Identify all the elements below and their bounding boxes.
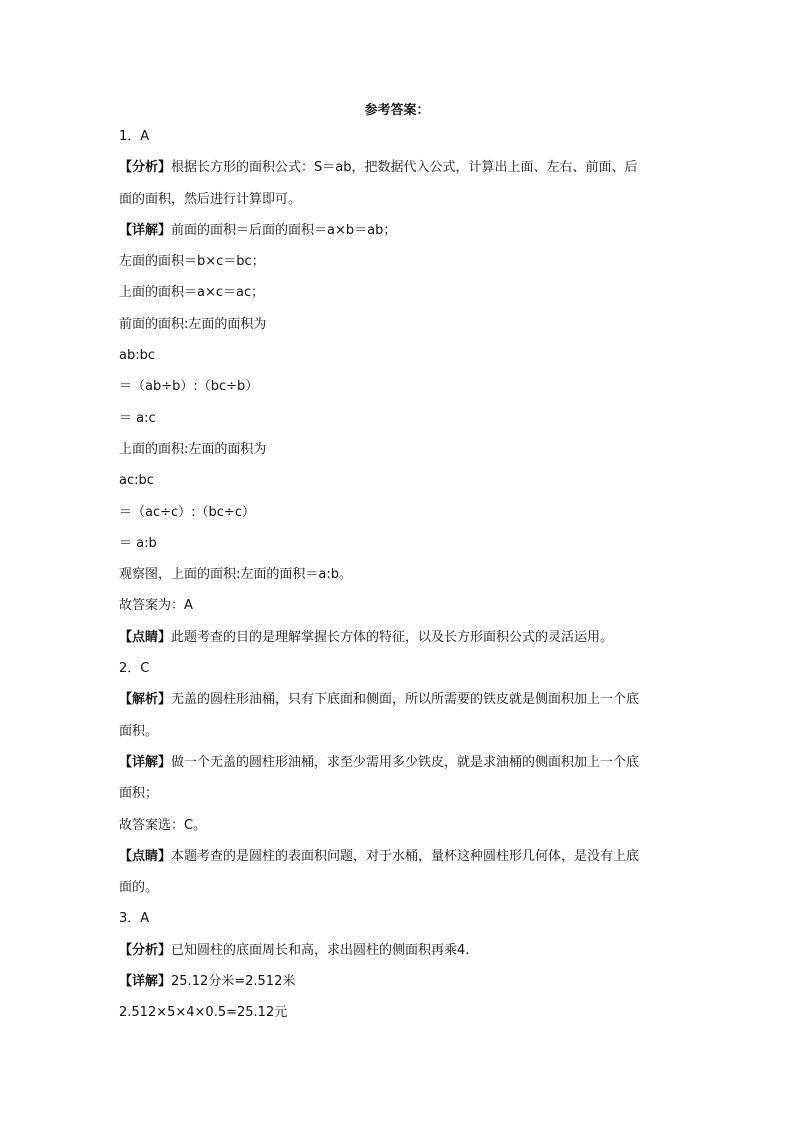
answer-line	[119, 841, 681, 872]
line-text: 1．A	[119, 129, 150, 144]
line-text: 2．C	[119, 661, 150, 677]
answer-line	[119, 903, 681, 934]
line-text: 25.12分米=2.512米	[171, 974, 296, 990]
line-text: 前面的面积＝后面的面积＝a×b＝ab；	[171, 222, 397, 238]
line-text: 前面的面积:左面的面积为	[119, 316, 267, 332]
line-text: ＝ a:b	[119, 535, 157, 551]
section-tag: 【分析】	[119, 942, 172, 958]
answer-line	[119, 371, 681, 402]
answer-line	[119, 497, 681, 528]
answer-line	[119, 152, 681, 183]
answer-line	[119, 465, 681, 496]
line-text: 此题考查的目的是理解掌握长方体的特征，以及长方形面积公式的灵活运用。	[171, 629, 614, 645]
answer-line	[119, 747, 681, 778]
line-text: 本题考查的是圆柱的表面积问题，对于水桶，量杯这种圆柱形几何体，是没有上底	[171, 848, 640, 864]
answer-line	[119, 590, 681, 621]
answer-line	[119, 559, 681, 590]
line-text: 无盖的圆柱形油桶，只有下底面和侧面，所以所需要的铁皮就是侧面积加上一个底	[171, 692, 640, 708]
section-tag: 【分析】	[119, 160, 172, 176]
line-text: ＝（ab÷b）:（bc÷b）	[119, 379, 259, 395]
section-tag: 【详解】	[119, 974, 172, 990]
answer-line	[119, 966, 681, 997]
line-text: 面的面积，然后进行计算即可。	[119, 191, 302, 207]
answer-line	[119, 778, 681, 809]
answer-line	[119, 246, 681, 277]
section-tag: 【详解】	[119, 222, 172, 238]
line-text: 面的。	[119, 880, 159, 896]
line-text: ac:bc	[119, 473, 154, 489]
line-text: 故答案为：A	[119, 598, 193, 614]
answer-text-body	[119, 121, 681, 1029]
line-text: 3．A	[119, 911, 150, 927]
answer-line	[119, 997, 681, 1028]
answer-line	[119, 340, 681, 371]
line-text: ab:bc	[119, 348, 155, 364]
answer-line	[119, 215, 681, 246]
answer-line	[119, 277, 681, 308]
section-tag: 【点睛】	[119, 848, 172, 864]
answer-line	[119, 716, 681, 747]
answer-line	[119, 434, 681, 465]
answer-line	[119, 935, 681, 966]
section-tag: 【点睛】	[119, 629, 172, 645]
line-text: 已知圆柱的底面周长和高，求出圆柱的侧面积再乘4.	[171, 942, 470, 958]
answer-line	[119, 184, 681, 215]
section-tag: 【详解】	[119, 754, 172, 770]
line-text: 上面的面积:左面的面积为	[119, 441, 267, 457]
line-text: 根据长方形的面积公式：S＝ab，把数据代入公式，计算出上面、左右、前面、后	[171, 160, 638, 176]
line-text: ＝（ac÷c）:（bc÷c）	[119, 504, 255, 520]
answer-line	[119, 528, 681, 559]
line-text: 左面的面积＝b×c＝bc；	[119, 254, 265, 270]
line-text: 上面的面积＝a×c＝ac；	[119, 285, 265, 301]
line-text: 观察图，上面的面积:左面的面积＝a:b。	[119, 567, 352, 583]
line-text: 面积；	[119, 786, 159, 802]
answer-line	[119, 810, 681, 841]
line-text: 故答案选：C。	[119, 817, 207, 833]
line-text: 2.512×5×4×0.5=25.12元	[119, 1005, 288, 1021]
page-title: 参考答案：	[364, 103, 430, 118]
line-text: 面积。	[119, 723, 159, 739]
answer-line	[119, 684, 681, 715]
line-text: 做一个无盖的圆柱形油桶，求至少需用多少铁皮，就是求油桶的侧面积加上一个底	[171, 754, 640, 770]
answer-line	[119, 872, 681, 903]
section-tag: 【解析】	[119, 692, 172, 708]
answer-line	[119, 622, 681, 653]
answer-line	[119, 309, 681, 340]
answer-line	[119, 121, 681, 152]
answer-line	[119, 403, 681, 434]
answer-line	[119, 653, 681, 684]
line-text: ＝ a:c	[119, 410, 156, 426]
